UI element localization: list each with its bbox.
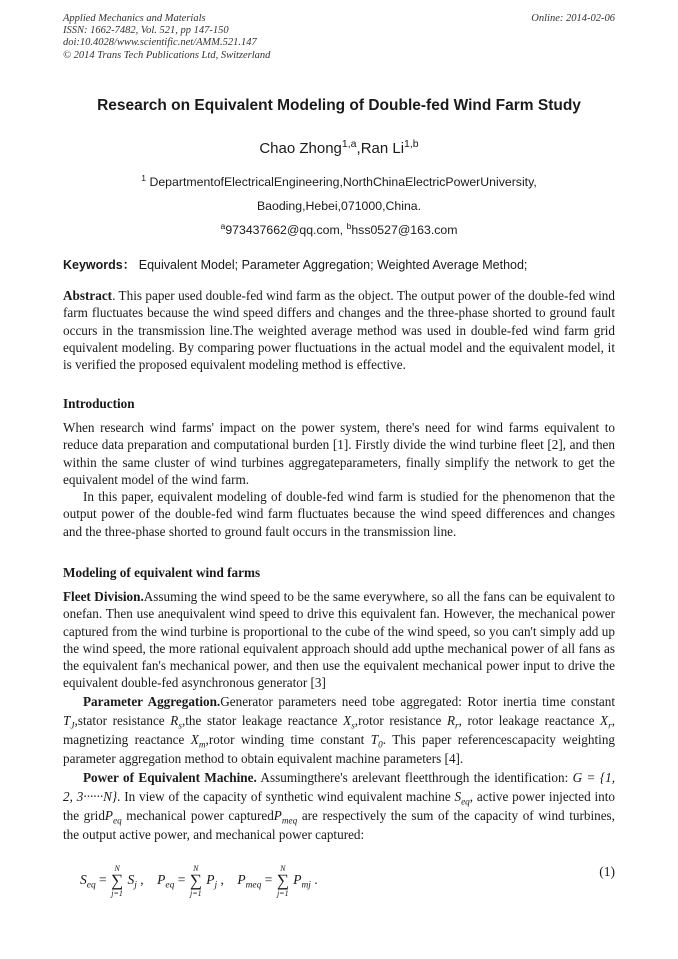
email-a: 973437662@qq.com, [225,223,347,237]
equation-number: (1) [599,864,615,879]
parameter-aggregation-label: Parameter Aggregation. [83,693,221,709]
affiliation-line-2: Baoding,Hebei,071000,China. [256,199,422,213]
journal-copyright: © 2014 Trans Tech Publications Ltd, Switzerland [63,49,271,61]
journal-issn: ISSN: 1662-7482, Vol. 521, pp 147-150 [63,25,229,37]
power-text-1: Assumingthere's arelevant fleetthrough the identification: [256,769,573,785]
online-date: Online: 2014-02-06 [531,13,615,24]
power-equivalent-label: Power of Equivalent Machine. [83,769,257,785]
modeling-body [63,588,615,844]
power-text-2: . In view of the capacity of synthetic wind equivalent machine [117,788,455,804]
paper-title: Research on Equivalent Modeling of Double-fed Wind Farm Study [97,97,581,114]
set-notation: G = {1, 2, 3······N} [63,769,616,804]
sum-symbol: N ∑ j=1 [111,864,124,898]
param-text-1: Generator parameters need tobe aggregated: Rotor inertia time constant [220,693,615,709]
intro-paragraph-1: When research wind farms' impact on the power system, there's need for wind farms equivalent to reduce data preparation and computational burden [1]. Firstly divide the wind turbine fleet [2], and then within the same cluster of wind turbines aggregateparameters, finally simplify the network to get the equivalent model of the wind farm. [63,420,615,487]
abstract-label: Abstract [63,288,113,303]
param-text-6: , magnetizing reactance [63,712,615,747]
email-b: hss0527@163.com [351,223,458,237]
affiliation-sup: 1 [141,172,147,183]
author-1: Chao Zhong [259,140,342,157]
power-equivalent-paragraph: Power of Equivalent Machine. Assumingthere's arelevant fleetthrough the identification: G = {1, 2, 3······N}. In view of the capacity of synthetic wind equivalent machine $S_{eq}$, active power injected into the gridP$_{eq}$ mechanical power capturedP$_{meq}$ are respectively the sum of the capacity of wind turbines, the output active power, and mechanical power captured: [63,769,616,842]
journal-name: Applied Mechanics and Materials [63,13,206,24]
param-text-5: , rotor leakage reactance [458,712,601,728]
abstract [63,287,615,373]
intro-paragraph-2: In this paper, equivalent modeling of double-fed wind farm is studied for the phenomenon that the output power of the double-fed wind farm fluctuates because the wind speed differences and changes and the three-phase shorted to ground fault occurs in the transmission line. [63,489,615,539]
param-text-3: ,the stator leakage reactance [181,712,344,728]
power-text-4: mechanical power captured [121,807,274,823]
fleet-division-text: Assuming the wind speed to be the same everywhere, so all the fans can be equivalent to onefan. Then use anequivalent wind speed to drive this equivalent fan. However, the mechanical power captured from the wind turbine is proportional to the cube of the wind speed, so you can't simply add up the wind speed, the more rational equivalent approach should add upthe mechanical power of all fans as the equivalent fan's mechanical power, and then use the equivalent mechanical power input to drive the equivalent double-fed asynchronous generator [3] [63,589,615,691]
author-2-affil: 1,b [404,138,419,150]
param-text-8: . This paper referencescapacity weighting parameter aggregation method to obtain equivalent machine parameters [4]. [63,731,616,766]
fleet-division-label: Fleet Division. [63,589,144,604]
author-2: Ran Li [360,140,405,157]
email-line [0,220,678,237]
section-heading-modeling: Modeling of equivalent wind farms [63,565,261,580]
affiliation-line-1 [0,172,678,189]
journal-doi: doi:10.4028/www.scientific.net/AMM.521.147 [63,37,257,49]
fleet-division-paragraph [63,588,615,692]
param-text-7: ,rotor winding time constant [205,731,371,747]
journal-header [63,13,270,62]
parameter-aggregation-paragraph: Parameter Aggregation.Generator parameters need tobe aggregated: Rotor inertia time constant $T_J,stator$ resistance $R_s,the$ stator leakage reactance $X_s,rotor$ resistance $R_r$, rotor leakage reactance $X_r$, magnetizing reactance $X_m,rotor$ winding time constant $T_0$. This paper referencescapacity weighting parameter aggregation method to obtain equivalent machine parameters [4]. [63,693,616,766]
equation-1 [80,864,615,898]
email-b-sup: b [346,220,352,231]
author-1-affil: 1,a [341,138,357,150]
keywords-text: Equivalent Model; Parameter Aggregation; Weighted Average Method; [138,258,528,272]
sum-symbol: N ∑ j=1 [276,864,289,898]
keywords-label: Keywords： [63,258,136,272]
param-text-2: ,stator resistance [74,712,171,728]
param-text-4: ,rotor resistance [354,712,447,728]
section-heading-introduction: Introduction [63,396,135,411]
power-text-3: , active power injected into the grid [63,788,615,823]
author-separator: , [356,140,361,157]
email-a-sup: a [220,220,226,231]
affiliation-text-1: DepartmentofElectricalEngineering,NorthChinaElectricPowerUniversity, [149,175,537,189]
power-text-5: are respectively the sum of the capacity of wind turbines, the output active power, and mechanical power captured: [63,807,615,842]
sum-symbol: N ∑ j=1 [189,864,202,898]
keywords [63,255,527,273]
introduction-body [63,419,615,540]
abstract-text: . This paper used double-fed wind farm as the object. The output power of the double-fed wind farm fluctuates because the wind speed differs and changes and the three-phase shorted to ground fault occurs in the transmission line.The weighted average method was used in double-fed wind farm grid equivalent modeling. By comparing power fluctuations in the actual model and the equivalent model, it is verified the proposed equivalent modeling method is effective. [63,288,615,373]
author-list [0,140,678,157]
equation-body: $S_{eq}$ = N ∑ j=1 $S_j$ , $P_{eq}$ = N ∑ j=1 $P_j$ , $P_{meq}$ = N ∑ j=1 $P_{mj}$ . [80,864,318,898]
